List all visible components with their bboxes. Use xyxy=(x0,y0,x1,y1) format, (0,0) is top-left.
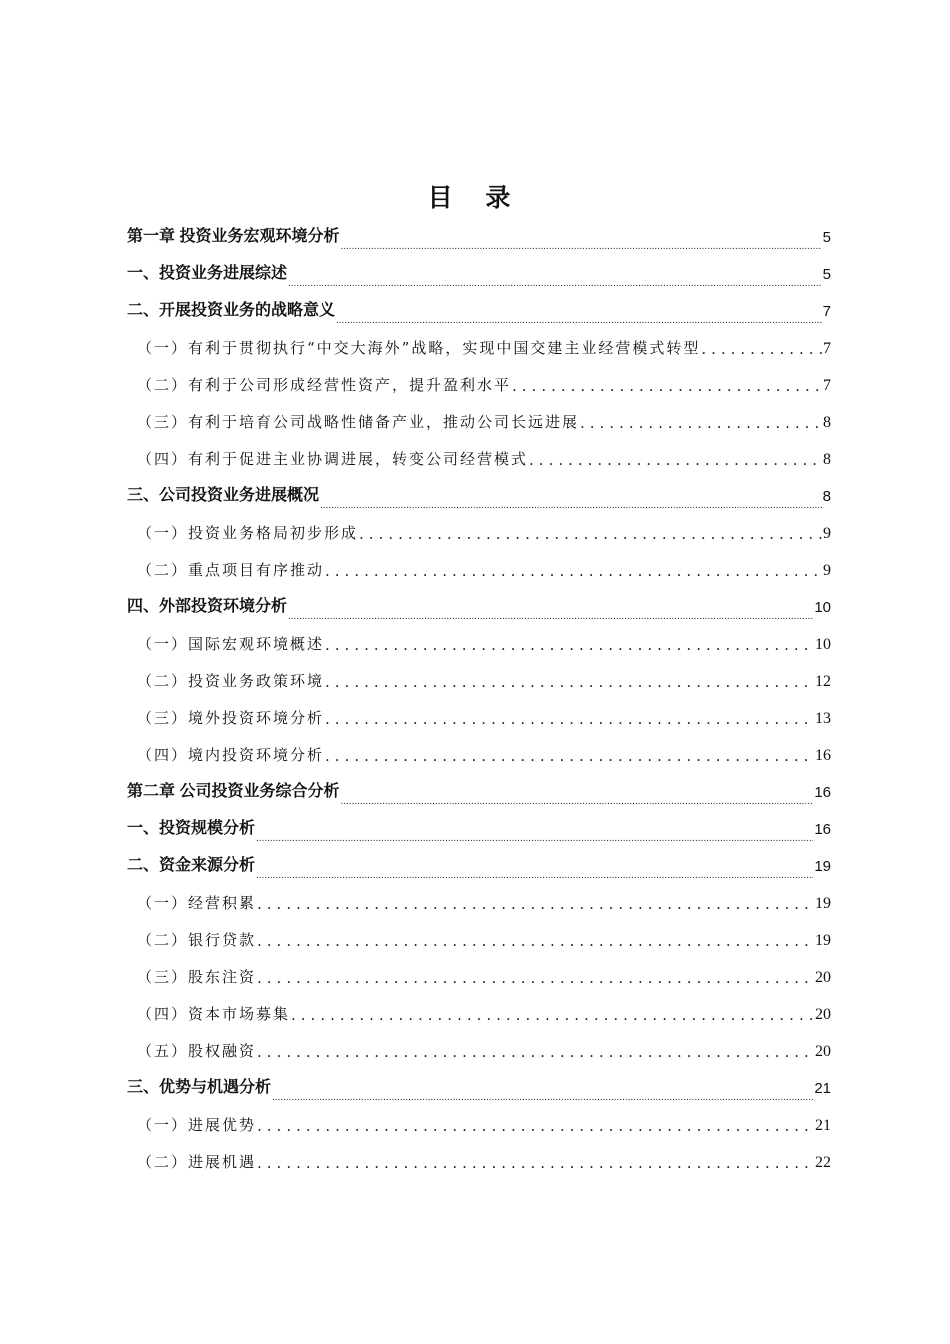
toc-entry[interactable] xyxy=(127,958,831,995)
toc-entry[interactable] xyxy=(127,255,831,292)
toc-entry-text: （四）境内投资环境分析 xyxy=(137,746,325,764)
toc-page-number: 21 xyxy=(814,1080,831,1097)
toc-entry-text: （一）经营积累 xyxy=(137,894,257,912)
toc-page-number: 7 xyxy=(823,377,831,394)
toc-leader-dots xyxy=(529,451,822,477)
toc-list xyxy=(127,218,831,1180)
toc-entry-text: （一）进展优势 xyxy=(137,1116,257,1134)
toc-entry[interactable] xyxy=(127,884,831,921)
toc-entry[interactable] xyxy=(127,440,831,477)
toc-entry[interactable] xyxy=(127,477,831,514)
toc-leader-dots xyxy=(288,278,822,292)
toc-entry-text: （一）投资业务格局初步形成 xyxy=(137,524,359,542)
toc-page-number: 8 xyxy=(822,488,831,505)
toc-entry[interactable] xyxy=(127,403,831,440)
toc-entry[interactable] xyxy=(127,847,831,884)
toc-leader-dots xyxy=(325,747,814,773)
toc-leader-dots xyxy=(320,500,822,514)
toc-entry-text: （三）有利于培育公司战略性储备产业，推动公司长远进展 xyxy=(137,413,580,431)
toc-entry-text: 第二章 公司投资业务综合分析 xyxy=(127,783,340,800)
toc-page-number: 10 xyxy=(815,636,831,653)
toc-leader-dots xyxy=(257,895,814,921)
toc-page-number: 7 xyxy=(823,340,831,357)
toc-leader-dots xyxy=(257,1154,814,1180)
toc-entry-text: （三）股东注资 xyxy=(137,968,257,986)
toc-leader-dots xyxy=(325,673,814,699)
toc-leader-dots xyxy=(359,525,822,551)
toc-entry[interactable] xyxy=(127,329,831,366)
toc-entry[interactable] xyxy=(127,588,831,625)
toc-page-number: 7 xyxy=(822,303,831,320)
toc-entry[interactable] xyxy=(127,218,831,255)
toc-leader-dots xyxy=(257,1117,814,1143)
toc-leader-dots xyxy=(325,562,822,588)
toc-page-number: 19 xyxy=(814,858,831,875)
toc-leader-dots xyxy=(580,414,822,440)
toc-leader-dots xyxy=(291,1006,814,1032)
toc-entry-text: （二）银行贷款 xyxy=(137,931,257,949)
toc-page-number: 5 xyxy=(822,266,831,283)
toc-page-number: 9 xyxy=(823,525,831,542)
toc-entry[interactable] xyxy=(127,366,831,403)
toc-entry-text: （二）重点项目有序推动 xyxy=(137,561,325,579)
toc-leader-dots xyxy=(256,833,813,847)
toc-entry[interactable] xyxy=(127,662,831,699)
toc-entry[interactable] xyxy=(127,773,831,810)
toc-entry[interactable] xyxy=(127,514,831,551)
toc-entry-text: （四）有利于促进主业协调进展，转变公司经营模式 xyxy=(137,450,529,468)
toc-leader-dots xyxy=(512,377,822,403)
toc-leader-dots xyxy=(325,710,814,736)
toc-entry[interactable] xyxy=(127,551,831,588)
toc-leader-dots xyxy=(340,241,821,255)
toc-page-number: 20 xyxy=(815,969,831,986)
toc-entry-text: 一、投资业务进展综述 xyxy=(127,265,288,282)
toc-page-number: 13 xyxy=(815,710,831,727)
toc-leader-dots xyxy=(288,611,813,625)
toc-entry[interactable] xyxy=(127,1106,831,1143)
toc-entry-text: （三）境外投资环境分析 xyxy=(137,709,325,727)
toc-entry-text: （二）进展机遇 xyxy=(137,1153,257,1171)
toc-page-number: 8 xyxy=(823,414,831,431)
toc-leader-dots xyxy=(701,340,822,366)
toc-page-number: 20 xyxy=(815,1006,831,1023)
toc-entry-text: （五）股权融资 xyxy=(137,1042,257,1060)
toc-entry-text: 一、投资规模分析 xyxy=(127,820,256,837)
toc-page-number: 21 xyxy=(815,1117,831,1134)
toc-entry[interactable] xyxy=(127,699,831,736)
toc-entry[interactable] xyxy=(127,1069,831,1106)
toc-page-number: 12 xyxy=(815,673,831,690)
toc-entry-text: 三、公司投资业务进展概况 xyxy=(127,487,320,504)
toc-entry[interactable] xyxy=(127,736,831,773)
toc-entry-text: 第一章 投资业务宏观环境分析 xyxy=(127,228,340,245)
toc-entry-text: （一）有利于贯彻执行“中交大海外”战略，实现中国交建主业经营模式转型 xyxy=(137,339,701,357)
toc-entry[interactable] xyxy=(127,292,831,329)
toc-entry-text: （四）资本市场募集 xyxy=(137,1005,291,1023)
toc-entry-text: 四、外部投资环境分析 xyxy=(127,598,288,615)
toc-page-number: 9 xyxy=(823,562,831,579)
toc-leader-dots xyxy=(325,636,814,662)
toc-leader-dots xyxy=(257,932,814,958)
toc-leader-dots xyxy=(257,1043,814,1069)
toc-page-number: 22 xyxy=(815,1154,831,1171)
toc-leader-dots xyxy=(336,315,822,329)
toc-entry-text: （一）国际宏观环境概述 xyxy=(137,635,325,653)
toc-title: 目 录 xyxy=(427,183,523,212)
toc-entry[interactable] xyxy=(127,1143,831,1180)
toc-entry[interactable] xyxy=(127,1032,831,1069)
toc-leader-dots xyxy=(340,796,813,810)
toc-page-number: 16 xyxy=(814,821,831,838)
toc-entry[interactable] xyxy=(127,625,831,662)
toc-page-number: 16 xyxy=(814,784,831,801)
toc-page-number: 19 xyxy=(815,895,831,912)
toc-leader-dots xyxy=(256,870,813,884)
toc-entry-text: （二）投资业务政策环境 xyxy=(137,672,325,690)
toc-leader-dots xyxy=(257,969,814,995)
toc-page-number: 8 xyxy=(823,451,831,468)
toc-page-number: 16 xyxy=(815,747,831,764)
toc-entry[interactable] xyxy=(127,995,831,1032)
toc-entry-text: 二、资金来源分析 xyxy=(127,857,256,874)
toc-page-number: 19 xyxy=(815,932,831,949)
toc-entry-text: 三、优势与机遇分析 xyxy=(127,1079,272,1096)
toc-leader-dots xyxy=(272,1092,813,1106)
toc-entry-text: （二）有利于公司形成经营性资产，提升盈利水平 xyxy=(137,376,512,394)
toc-page-number: 5 xyxy=(822,229,831,246)
toc-page-number: 10 xyxy=(814,599,831,616)
toc-entry[interactable] xyxy=(127,921,831,958)
toc-entry[interactable] xyxy=(127,810,831,847)
toc-entry-text: 二、开展投资业务的战略意义 xyxy=(127,302,336,319)
toc-page-number: 20 xyxy=(815,1043,831,1060)
